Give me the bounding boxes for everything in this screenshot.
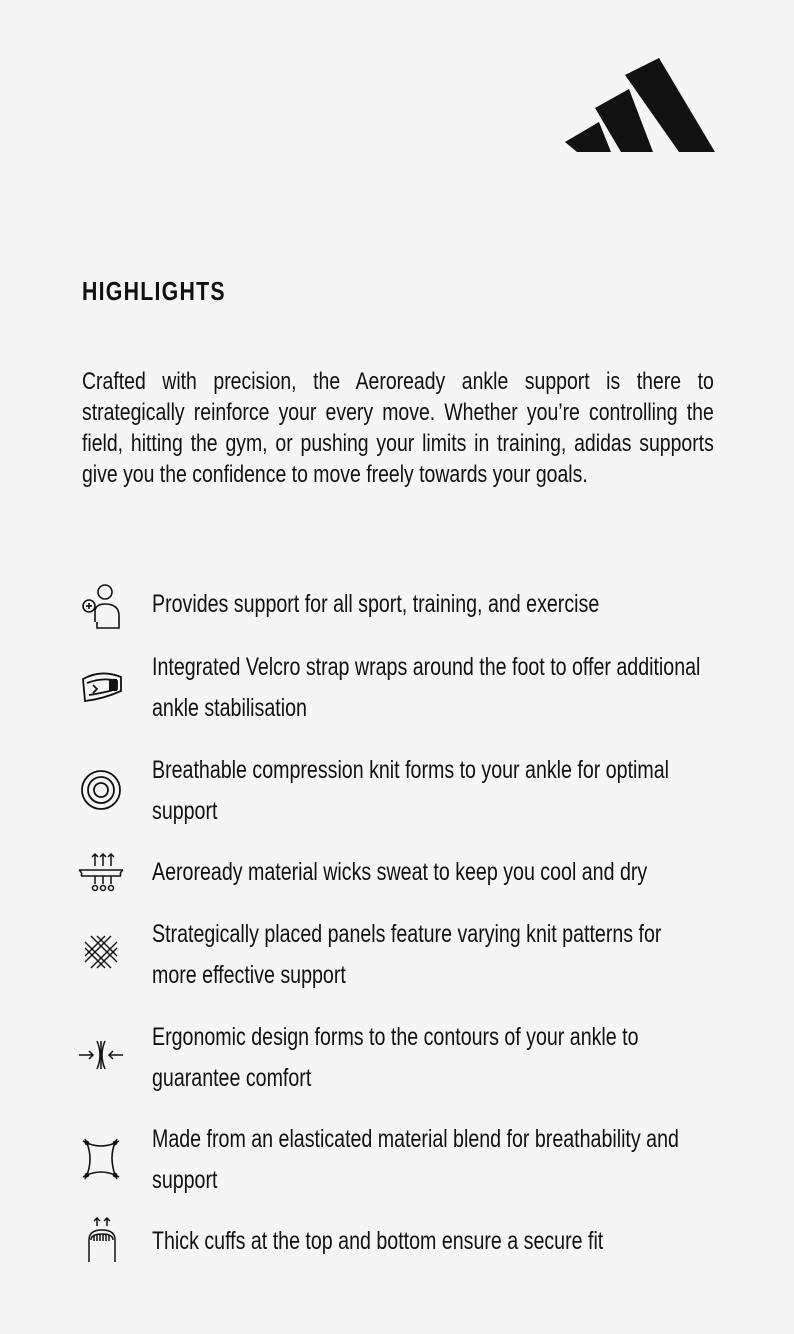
moisture-wicking-icon [70, 846, 132, 898]
person-plus-icon [70, 582, 132, 634]
feature-text: Breathable compression knit forms to your ankle for optimal support [152, 756, 670, 825]
highlights-heading: HIGHLIGHTS [82, 276, 226, 306]
feature-text: Made from an elasticated material blend for breathability and support [152, 1125, 679, 1194]
feature-text: Strategically placed panels feature varying knit patterns for more effective support [152, 920, 662, 989]
knit-pattern-icon [70, 926, 132, 978]
cuff-icon [70, 1216, 132, 1268]
ergonomic-contour-icon [70, 1029, 132, 1081]
intro-paragraph: Crafted with precision, the Aeroready ankle support is there to strategically reinforce your every move. Whether you’re controlling the field, hitting the gym, or pushing your limits in training, adidas supports give you the confidence to move freely towards your goals. [82, 368, 714, 488]
feature-text: Ergonomic design forms to the contours of your ankle to guarantee comfort [152, 1023, 639, 1092]
feature-text: Integrated Velcro strap wraps around the foot to offer additional ankle stabilisation [152, 653, 701, 722]
velcro-strap-icon [70, 661, 132, 713]
feature-text: Provides support for all sport, training, and exercise [152, 590, 600, 618]
feature-text: Aeroready material wicks sweat to keep you cool and dry [152, 858, 648, 886]
concentric-circles-icon [70, 764, 132, 816]
elastic-stretch-icon [70, 1133, 132, 1185]
feature-text: Thick cuffs at the top and bottom ensure a secure fit [152, 1227, 604, 1255]
